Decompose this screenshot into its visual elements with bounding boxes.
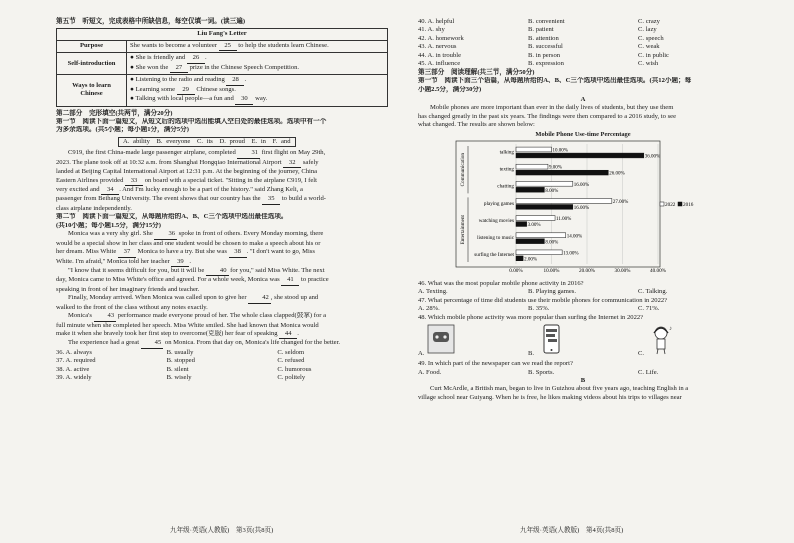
text-line: walked to the front of the class without any notes exactly. [56,303,208,311]
text-line: village school near Guiyang. When he is free, he likes making videos about his trips to villages near [418,393,682,401]
text-line: her dream. Miss White 37 Monica to have a try. But she was 38 . "I don't want to go, Miss [56,248,388,257]
legend-swatch-2016 [678,202,682,206]
w2-text-a: Learning some [135,85,176,93]
text-line: full minute when she completed her speech. Miss White smiled. She had known that Monica would [56,321,319,329]
legend-swatch-2022 [660,202,664,206]
si2-text-b: prize in the Chinese Speech Competition. [189,63,300,71]
cloze-s1-title-1: 第一节 阅读下面一篇短文，从短文后的选项中选出能填入空白处的最佳选项。选项中有一个 [56,117,327,125]
q46: 46. What was the most popular mobile phone activity in 2016? [418,279,584,287]
option[interactable]: 40. A. helpful [418,18,455,25]
text-line: landed at Beijing Capital International Airport at 12:31 p.m. At the beginning of the journey, China [56,168,318,176]
text-line: class airplane independently. [56,204,132,212]
blank-44[interactable]: 44 [279,330,297,339]
option-row [418,26,748,34]
data-label: 2.00% [524,257,538,263]
bar-2022 [516,181,573,186]
blank-32[interactable]: 32 [283,159,301,168]
option[interactable]: B. usually [166,348,194,356]
blank-33[interactable]: 33 [125,177,143,186]
ways-cell: ● Listening to the radio and reading 28 . ● Learning some 29 Chinese songs. ● Talking with local people—a fun and 30 way. [127,75,388,106]
option[interactable]: 44. A. in trouble [418,51,462,59]
data-label: 16.00% [573,182,590,188]
ways-label: Ways to learn Chinese [57,75,127,106]
purpose-text-a: She wants to become a volunteer [130,41,217,49]
si1-text: She is friendly and [135,54,186,62]
q49: 49. In which part of the newspaper can we read the report? [418,360,573,368]
category-label: surfing the Internet [474,252,514,259]
option[interactable]: 39. A. widely [56,374,92,382]
chart-container [454,140,694,280]
data-label: 16.00% [573,205,590,211]
option[interactable]: C. weak [638,43,660,51]
passage-monica [56,230,388,349]
category-label: watching movies [478,217,514,224]
w3-text-a: Talking with local people—a fun and [135,95,234,103]
q48-option-a[interactable]: A. [418,323,528,358]
option[interactable]: 37. A. required [56,357,96,365]
option-row [56,357,388,365]
selfintro-label: Self-introduction [57,53,127,75]
option[interactable]: 45. A. influence [418,60,461,68]
text-line: Finally, Monday arrived. When Monica was called upon to give her 42 , she stood up and [56,294,388,303]
bar-2016 [516,256,523,261]
blank-34[interactable]: 34 [101,186,119,195]
cloze-s1-title-2: 为多余选项。(共5小题；每小题1分，满分5分) [56,126,189,134]
bar-2022 [516,164,548,169]
data-label: 14.00% [566,234,583,240]
text-line: day, Monica came to Miss White's office and agreed. For a whole week, Monica was 41 to practice [56,276,388,285]
right-page [418,18,748,402]
q48-options [418,322,748,360]
part2-title: 第二部分 完形填空(共两节，满分20分) [56,109,173,117]
si2-text-a: She won the [135,63,169,71]
text-line: White. I'm afraid," Monica told her teacher 39 . [56,258,388,267]
text-line: speaking in front of her imaginary friends and teacher. [56,285,200,293]
legend-label: 2016 [683,201,694,208]
blank-27[interactable]: 27 [170,64,188,73]
word-bank: A. ability B. everyone C. its D. proud E. in F. and [118,137,296,147]
x-tick-label: 0.00% [509,267,523,274]
part3-title: 第三部分 阅读理解(共三节，满分50分) [418,68,535,76]
option[interactable]: C. humorous [277,365,312,373]
option-row [56,374,388,382]
data-label: 10.00% [552,148,568,154]
listening-music-picture-icon [646,323,676,355]
blank-38[interactable]: 38 [229,248,247,257]
option[interactable]: B. convenient [528,18,565,25]
q46-option-a[interactable]: A. Texting. [418,288,448,296]
category-label: talking [499,149,514,156]
q47-option-a[interactable]: A. 28%. [418,305,440,313]
group-label: Entertainment [460,214,466,245]
option[interactable]: 38. A. active [56,365,90,373]
option[interactable]: B. attention [528,34,559,42]
option[interactable]: B. in person [528,51,561,59]
q47-option-c[interactable]: C. 71%. [638,305,660,313]
text-line: has changed greatly in the past six years. The findings were then compared to a 2016 study, to see [418,112,676,120]
text-line: Monica was a very shy girl. She 36 spoke in front of others. Every Monday morning, there [56,230,388,239]
q49-option-c[interactable]: C. Life. [638,368,659,376]
text-line: passenger from Beihang University. The event shows that our country has the 35 to build a world- [56,195,388,204]
text-line: C919, the first China-made large passenger airplane, completed 31 first flight on May 29th, [56,149,388,158]
w1-text: Listening to the radio and reading [135,76,225,84]
left-options [56,349,388,383]
option[interactable]: C. seldom [277,348,305,356]
text-line: would be a special show in her class and one student would be chosen to make a speech about his or [56,239,321,247]
blank-36[interactable]: 36 [154,230,177,239]
q49-option-a[interactable]: A. Food. [418,368,442,376]
left-page [56,18,388,383]
bar-2016 [516,222,527,227]
data-label: 3.00% [527,223,541,229]
option[interactable]: 43. A. nervous [418,43,457,51]
svg-text:♪: ♪ [668,326,672,333]
passage-b [418,385,748,402]
blank-43[interactable]: 43 [94,312,117,321]
q49-option-b[interactable]: B. Sports. [528,368,555,376]
option[interactable]: 42. A. homework [418,34,464,42]
q46-options [418,288,748,296]
right-options [418,18,748,69]
section5-title: 第五节 听短文，完成表格中所缺信息，每空仅填一词。(读三遍) [56,18,246,25]
right-footer: 九年级·英语(人教版) 第4页(共8页) [520,526,624,534]
data-label: 8.00% [545,240,559,246]
option-row [418,60,748,68]
purpose-text-b: to help the students learn Chinese. [238,41,329,49]
option[interactable]: B. stopped [166,357,195,365]
blank-29[interactable]: 29 [177,86,195,95]
bar-2016 [516,239,544,244]
q47-options [418,305,748,313]
text-line: very excited and 34 . And I'm lucky enough to be a part of the history." said Zhang Keli, a [56,186,388,195]
data-label: 13.00% [563,251,579,257]
text-line: 2023. The plane took off at 10:32 a.m. from Shanghai Hongqiao International Airport 32 safely [56,159,388,168]
q48-option-b[interactable]: B. [528,323,638,358]
option[interactable]: C. politely [277,374,306,382]
option[interactable]: B. expression [528,60,564,68]
data-label: 8.00% [545,188,559,194]
q48-option-c[interactable]: C. ♪ [638,323,748,358]
liu-fang-table [56,28,388,106]
category-label: playing games [483,200,514,207]
option[interactable]: B. wisely [166,374,192,382]
blank-40[interactable]: 40 [206,267,229,276]
text-line: what changed. The results are shown below: [418,121,535,129]
w2-text-b: Chinese songs. [196,85,236,93]
reading-s1-title-1: 第一节 阅读下面三个语篇，从每题所给的A、B、C三个选项中选出最佳选项。(共12小题；每 [418,77,692,85]
option[interactable]: 41. A. shy [418,26,445,34]
bar-2016 [516,170,608,175]
option[interactable]: C. in public [638,51,669,59]
blank-26[interactable]: 26 [187,54,205,63]
q49-options [418,369,748,377]
bar-2022 [516,147,552,152]
cloze-s2-title-2: (共10小题；每小题1.5分，满分15分) [56,221,161,229]
blank-37[interactable]: 37 [118,248,136,257]
q47: 47. What percentage of time did students use their mobile phones for communication in 2022? [418,296,668,304]
passage-a [418,104,748,129]
bar-2022 [516,198,612,203]
blank-45[interactable]: 45 [141,339,164,348]
q46-option-c[interactable]: C. Talking. [638,288,668,296]
passage-c919 [56,149,388,213]
bar-2016 [516,204,573,209]
blank-25[interactable]: 25 [219,42,237,51]
category-label: listening to music [477,234,514,241]
x-tick-label: 30.00% [614,267,631,274]
text-line: Eastern Airlines provided 33 on board with a special ticket. "Sitting in the airplane C919, I felt [56,177,388,186]
text-line: Mobile phones are more important than ever in the daily lives of students, but they use them [430,104,674,112]
option-row [418,18,748,26]
data-label: 36.00% [644,154,661,160]
bar-2016 [516,153,644,158]
option[interactable]: C. wish [638,60,659,68]
q47-option-b[interactable]: B. 35%. [528,305,550,313]
option[interactable]: B. successful [528,43,563,51]
selfintro-cell: ● She is friendly and 26 . ● She won the 27 prize in the Chinese Speech Competition. [127,53,388,75]
bar-2022 [516,216,555,221]
blank-35[interactable]: 35 [262,195,280,204]
table-title: Liu Fang's Letter [57,29,388,40]
usage-chart [454,140,694,280]
phone-chat-picture-icon [536,323,566,355]
bar-2016 [516,187,544,192]
option[interactable]: C. refused [277,357,305,365]
option[interactable]: C. crazy [638,18,660,25]
x-tick-label: 20.00% [579,267,595,274]
reading-s1-title-2: 小题2.5分，满分30分) [418,85,482,93]
blank-31[interactable]: 31 [237,149,260,158]
category-label: texting [499,166,514,173]
purpose-cell [127,40,388,52]
x-tick-label: 40.00% [650,267,666,274]
blank-39[interactable]: 39 [171,258,189,267]
group-label: Communication [460,152,466,187]
left-footer: 九年级·英语(人教版) 第3页(共8页) [170,526,274,534]
text-line: Curt McArdle, a British man, began to live in Guizhou about five years ago, teaching English in a [430,385,689,393]
option-row [56,366,388,374]
blank-41[interactable]: 41 [281,276,299,285]
cloze-s2-title-1: 第二节 阅读下面一篇短文，从每题所给的A、B、C三个选项中选出最佳选项。 [56,213,288,221]
text-line: Monica's 43 performance made everyone proud of her. The whole class clapped(鼓掌) for a [56,312,388,321]
q48: 48. Which mobile phone activity was more popular than surfing the Internet in 2022? [418,313,644,321]
option-row [418,43,748,51]
bar-2022 [516,250,562,255]
bar-2022 [516,233,566,238]
passage-a-label: A [580,95,586,103]
category-label: chatting [497,183,514,190]
playing-game-picture-icon [426,323,456,355]
option[interactable]: B. patient [528,26,554,34]
text-line: "I know that it seems difficult for you, but it will be 40 for you," said Miss White. The next [56,267,388,276]
option[interactable]: C. speech [638,34,664,42]
x-tick-label: 10.00% [543,267,560,274]
option[interactable]: B. silent [166,365,189,373]
q46-option-b[interactable]: B. Playing games. [528,288,576,296]
text-line: The experience had a great 45 on Monica. From that day on, Monica's life changed for the better. [56,339,388,348]
blank-42[interactable]: 42 [248,294,271,303]
option-row [418,35,748,43]
w3-text-b: way. [255,95,268,103]
data-label: 9.00% [548,165,562,171]
chart-title: Mobile Phone Use-time Percentage [535,130,631,138]
option[interactable]: 36. A. always [56,348,92,356]
data-label: 11.00% [556,217,572,223]
data-label: 27.00% [612,199,629,205]
option-row [418,52,748,60]
data-label: 26.00% [609,171,625,177]
purpose-label: Purpose [57,40,127,52]
legend-label: 2022 [665,201,676,208]
option-row [56,349,388,357]
blank-28[interactable]: 28 [226,76,244,85]
passage-b-label: B [580,376,586,384]
blank-30[interactable]: 30 [235,95,253,104]
text-line: make it when she bravely took her first step to overcome(克服) her fear of speaking 44 . [56,330,388,339]
option[interactable]: C. lazy [638,26,657,34]
